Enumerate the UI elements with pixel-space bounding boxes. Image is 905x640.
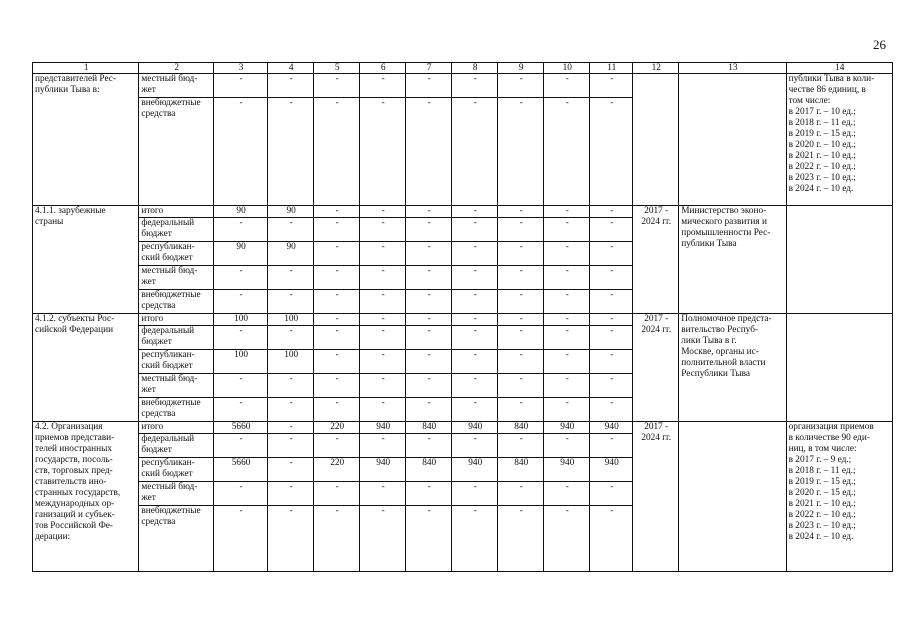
value-cell: - [498, 74, 544, 98]
value-cell: - [268, 218, 314, 242]
value-cell: 90 [213, 206, 267, 218]
value-cell: - [268, 290, 314, 314]
funding-source-cell: итого [139, 314, 214, 326]
value-cell: 840 [498, 458, 544, 482]
value-cell: - [544, 74, 590, 98]
value-cell: - [544, 242, 590, 266]
value-cell: - [590, 434, 633, 458]
measure-name-cell: 4.2. Организация приемов представи- телей иностранных государств, посоль- ств, торговых пред- ставительств ино- странных государств, международных ор- ганизаций и субъек- тов Российской Фе- дерации: [33, 422, 139, 572]
value-cell: 90 [268, 206, 314, 218]
value-cell: 940 [590, 422, 633, 434]
value-cell: - [590, 206, 633, 218]
value-cell: - [544, 434, 590, 458]
value-cell: - [590, 266, 633, 290]
value-cell: - [590, 242, 633, 266]
value-cell: - [590, 290, 633, 314]
value-cell: - [314, 350, 360, 374]
value-cell: 90 [213, 242, 267, 266]
value-cell: - [544, 290, 590, 314]
value-cell: - [498, 434, 544, 458]
value-cell: - [544, 350, 590, 374]
funding-source-cell: местный бюд- жет [139, 74, 214, 98]
value-cell: - [213, 74, 267, 98]
value-cell: - [360, 434, 406, 458]
result-cell [786, 314, 892, 422]
value-cell: - [268, 506, 314, 572]
value-cell: - [213, 506, 267, 572]
value-cell: - [452, 290, 498, 314]
value-cell: 100 [213, 314, 267, 326]
value-cell: - [314, 314, 360, 326]
measure-name-cell: 4.1.2. субъекты Рос- сийской Федерации [33, 314, 139, 422]
value-cell: - [213, 266, 267, 290]
funding-source-cell: федеральный бюджет [139, 434, 214, 458]
value-cell: - [314, 326, 360, 350]
funding-source-cell: итого [139, 206, 214, 218]
measure-name-cell: представителей Рес- публики Тыва в: [33, 74, 139, 206]
value-cell: - [452, 398, 498, 422]
value-cell: - [498, 374, 544, 398]
value-cell: 5660 [213, 458, 267, 482]
value-cell: - [544, 266, 590, 290]
value-cell: - [360, 98, 406, 206]
value-cell: 840 [406, 458, 452, 482]
column-number: 11 [590, 63, 633, 74]
value-cell: - [213, 434, 267, 458]
value-cell: - [590, 398, 633, 422]
value-cell: - [360, 206, 406, 218]
value-cell: - [213, 290, 267, 314]
value-cell: - [360, 374, 406, 398]
value-cell: - [452, 98, 498, 206]
value-cell: - [406, 350, 452, 374]
funding-source-cell: федеральный бюджет [139, 218, 214, 242]
value-cell: - [452, 74, 498, 98]
value-cell: - [590, 506, 633, 572]
value-cell: - [544, 506, 590, 572]
funding-source-cell: местный бюд- жет [139, 374, 214, 398]
funding-source-cell: местный бюд- жет [139, 266, 214, 290]
value-cell: - [360, 74, 406, 98]
value-cell: - [452, 326, 498, 350]
value-cell: - [406, 266, 452, 290]
column-number: 4 [268, 63, 314, 74]
funding-source-cell: внебюджетные средства [139, 290, 214, 314]
value-cell: - [360, 314, 406, 326]
value-cell: - [314, 242, 360, 266]
value-cell: 100 [213, 350, 267, 374]
value-cell: 940 [590, 458, 633, 482]
value-cell: 90 [268, 242, 314, 266]
value-cell: 5660 [213, 422, 267, 434]
value-cell: 220 [314, 422, 360, 434]
column-number: 14 [786, 63, 892, 74]
measure-name-cell: 4.1.1. зарубежные страны [33, 206, 139, 314]
value-cell: - [452, 506, 498, 572]
value-cell: - [452, 482, 498, 506]
value-cell: - [406, 326, 452, 350]
executor-cell: Полномочное предста- вительство Респуб- лики Тыва в г. Москве, органы ис- полнительной власти Республики Тыва [679, 314, 786, 422]
value-cell: - [590, 74, 633, 98]
value-cell: - [406, 506, 452, 572]
value-cell: - [268, 482, 314, 506]
table-row [33, 314, 893, 326]
value-cell: - [360, 482, 406, 506]
result-cell: организация приемов в количестве 90 еди- ниц, в том числе: в 2017 г. – 9 ед.; в 2018 г. – 11 ед.; в 2019 г. – 15 ед.; в 2020 г. – 15 ед.; в 2021 г. – 10 ед.; в 2022 г. – 10 ед.; в 2023 г. – 10 ед.; в 2024 г. – 10 ед. [786, 422, 892, 572]
value-cell: - [213, 398, 267, 422]
period-cell: 2017 - 2024 гг. [633, 422, 679, 572]
value-cell: 100 [268, 314, 314, 326]
result-cell: публики Тыва в коли- честве 86 единиц, в том числе: в 2017 г. – 10 ед.; в 2018 г. – 11 ед.; в 2019 г. – 15 ед.; в 2020 г. – 10 ед.; в 2021 г. – 10 ед.; в 2022 г. – 10 ед.; в 2023 г. – 10 ед.; в 2024 г. – 10 ед. [786, 74, 892, 206]
value-cell: - [406, 242, 452, 266]
value-cell: - [268, 266, 314, 290]
value-cell: - [360, 290, 406, 314]
value-cell: 940 [360, 458, 406, 482]
value-cell: - [314, 290, 360, 314]
column-number: 9 [498, 63, 544, 74]
column-number: 2 [139, 63, 214, 74]
value-cell: - [590, 350, 633, 374]
column-number: 5 [314, 63, 360, 74]
executor-cell [679, 74, 786, 206]
value-cell: - [498, 218, 544, 242]
period-cell: 2017 - 2024 гг. [633, 314, 679, 422]
value-cell: - [590, 326, 633, 350]
value-cell: - [314, 206, 360, 218]
value-cell: - [452, 218, 498, 242]
funding-source-cell: республикан- ский бюджет [139, 242, 214, 266]
funding-source-cell: местный бюд- жет [139, 482, 214, 506]
column-number: 8 [452, 63, 498, 74]
column-number-row [33, 63, 893, 74]
table-row [33, 422, 893, 434]
value-cell: - [360, 218, 406, 242]
value-cell: 100 [268, 350, 314, 374]
value-cell: - [406, 398, 452, 422]
value-cell: - [314, 434, 360, 458]
value-cell: - [406, 206, 452, 218]
value-cell: - [452, 434, 498, 458]
value-cell: - [544, 326, 590, 350]
funding-source-cell: республикан- ский бюджет [139, 350, 214, 374]
value-cell: - [544, 398, 590, 422]
value-cell: - [360, 506, 406, 572]
value-cell: - [406, 314, 452, 326]
value-cell: - [498, 326, 544, 350]
value-cell: - [213, 98, 267, 206]
table-row [33, 206, 893, 218]
value-cell: - [314, 374, 360, 398]
value-cell: 940 [544, 458, 590, 482]
funding-source-cell: итого [139, 422, 214, 434]
value-cell: 940 [452, 458, 498, 482]
result-cell [786, 206, 892, 314]
value-cell: - [452, 242, 498, 266]
funding-source-cell: республикан- ский бюджет [139, 458, 214, 482]
value-cell: - [406, 98, 452, 206]
value-cell: 940 [544, 422, 590, 434]
value-cell: - [360, 350, 406, 374]
value-cell: - [544, 218, 590, 242]
value-cell: - [544, 206, 590, 218]
value-cell: - [314, 482, 360, 506]
column-number: 3 [213, 63, 267, 74]
executor-cell: Министерство эконо- мического развития и промышленности Рес- публики Тыва [679, 206, 786, 314]
value-cell: - [268, 422, 314, 434]
value-cell: - [360, 242, 406, 266]
value-cell: - [268, 434, 314, 458]
value-cell: 220 [314, 458, 360, 482]
value-cell: - [590, 98, 633, 206]
period-cell: 2017 - 2024 гг. [633, 206, 679, 314]
funding-source-cell: внебюджетные средства [139, 398, 214, 422]
value-cell: - [498, 266, 544, 290]
value-cell: - [268, 458, 314, 482]
value-cell: - [498, 506, 544, 572]
program-table [32, 62, 893, 572]
value-cell: - [590, 314, 633, 326]
value-cell: - [314, 398, 360, 422]
value-cell: - [544, 314, 590, 326]
value-cell: - [406, 218, 452, 242]
value-cell: - [314, 74, 360, 98]
value-cell: - [452, 206, 498, 218]
value-cell: 840 [498, 422, 544, 434]
value-cell: - [406, 434, 452, 458]
page-number: 26 [873, 37, 886, 52]
value-cell: - [314, 266, 360, 290]
value-cell: - [213, 218, 267, 242]
value-cell: - [406, 374, 452, 398]
column-number: 7 [406, 63, 452, 74]
value-cell: - [498, 206, 544, 218]
column-number: 10 [544, 63, 590, 74]
column-number: 13 [679, 63, 786, 74]
value-cell: - [213, 326, 267, 350]
value-cell: - [544, 482, 590, 506]
value-cell: - [360, 266, 406, 290]
value-cell: - [314, 98, 360, 206]
value-cell: - [452, 350, 498, 374]
value-cell: - [406, 482, 452, 506]
value-cell: - [544, 374, 590, 398]
funding-source-cell: внебюджетные средства [139, 506, 214, 572]
executor-cell [679, 422, 786, 572]
funding-source-cell: внебюджетные средства [139, 98, 214, 206]
value-cell: - [452, 314, 498, 326]
funding-source-cell: федеральный бюджет [139, 326, 214, 350]
value-cell: - [406, 290, 452, 314]
value-cell: - [268, 374, 314, 398]
value-cell: - [314, 218, 360, 242]
value-cell: - [268, 326, 314, 350]
value-cell: - [213, 374, 267, 398]
value-cell: - [268, 398, 314, 422]
value-cell: - [314, 506, 360, 572]
column-number: 1 [33, 63, 139, 74]
value-cell: - [590, 374, 633, 398]
value-cell: - [498, 482, 544, 506]
value-cell: - [590, 482, 633, 506]
value-cell: - [498, 314, 544, 326]
value-cell: - [590, 218, 633, 242]
value-cell: - [213, 482, 267, 506]
value-cell: - [498, 242, 544, 266]
period-cell [633, 74, 679, 206]
value-cell: - [406, 74, 452, 98]
value-cell: - [498, 350, 544, 374]
value-cell: 940 [452, 422, 498, 434]
value-cell: 840 [406, 422, 452, 434]
column-number: 6 [360, 63, 406, 74]
value-cell: - [360, 326, 406, 350]
column-number: 12 [633, 63, 679, 74]
value-cell: - [452, 266, 498, 290]
value-cell: - [268, 98, 314, 206]
value-cell: - [360, 398, 406, 422]
value-cell: - [544, 98, 590, 206]
value-cell: - [498, 398, 544, 422]
value-cell: - [452, 374, 498, 398]
value-cell: - [498, 290, 544, 314]
value-cell: - [268, 74, 314, 98]
table-row [33, 74, 893, 98]
value-cell: 940 [360, 422, 406, 434]
value-cell: - [498, 98, 544, 206]
